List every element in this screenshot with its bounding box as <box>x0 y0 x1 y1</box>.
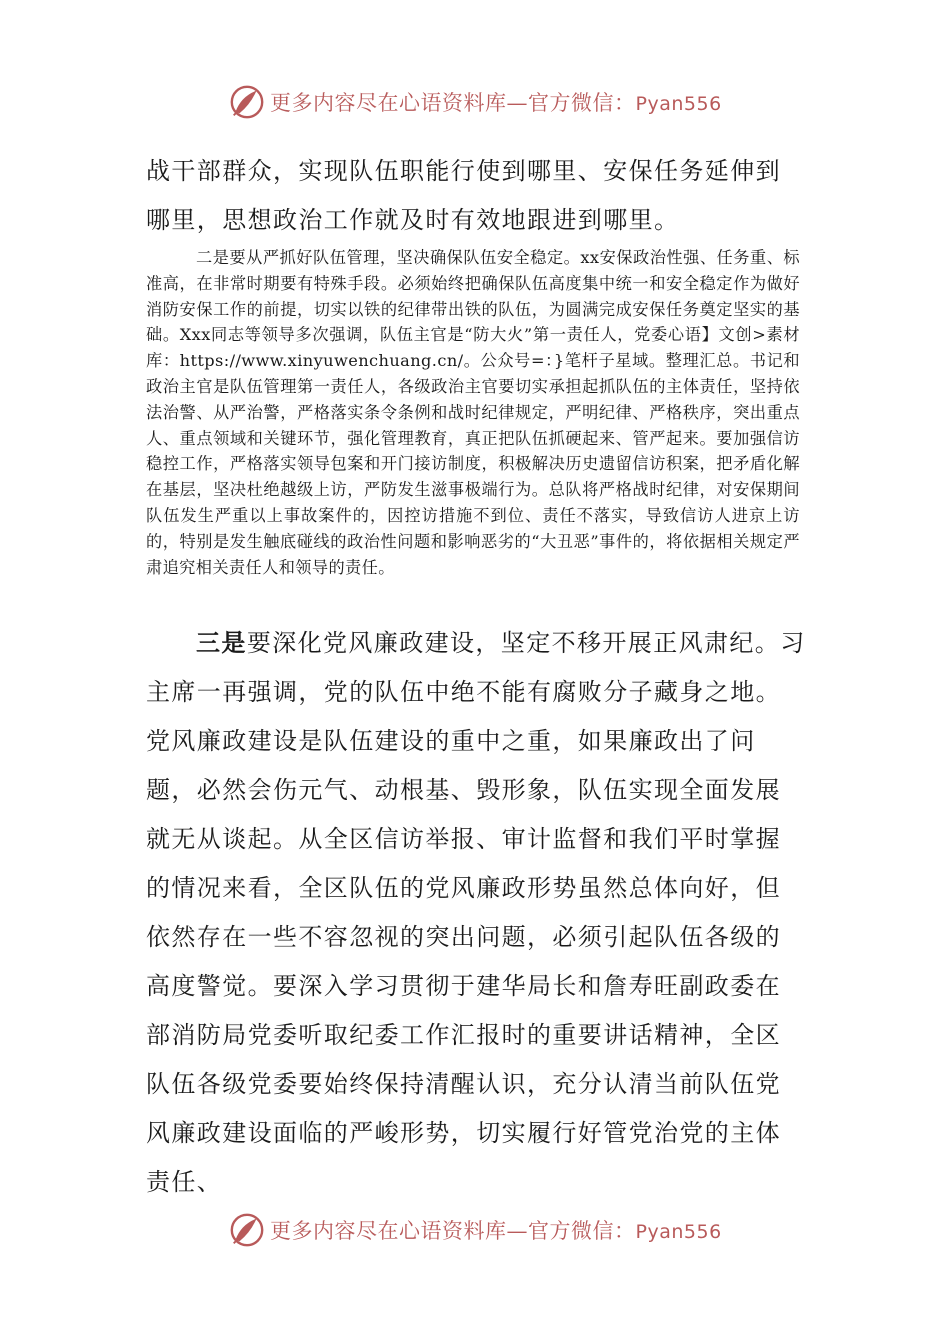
watermark-text <box>270 1215 722 1245</box>
watermark-banner-bottom <box>228 1210 748 1250</box>
watermark-handle: Pyan556 <box>635 93 722 115</box>
paragraph-2: 二是要从严抓好队伍管理，坚决确保队伍安全稳定。xx安保政治性强、任务重、标准高，在非常时期要有特殊手段。必须始终把确保队伍高度集中统一和安全稳定作为做好消防安保工作的前提，切实以铁的纪律带出铁的队伍，为圆满完成安保任务奠定坚实的基础。Xxx同志等领导多次强调，队伍主官是“防大火”第一责任人，党委心语】文创>素材库：https://www.xinyuwenchuang.cn/。公众号=：}笔杆子星域。整理汇总。书记和政治主官是队伍管理第一责任人，各级政治主官要切实承担起抓队伍的主体责任，坚持依法治警、从严治警，严格落实条令条例和战时纪律规定，严明纪律、严格秩序，突出重点人、重点领域和关键环节，强化管理教育，真正把队伍抓硬起来、管严起来。要加强信访稳控工作，严格落实领导包案和开门接访制度，积极解决历史遗留信访积案，把矛盾化解在基层，坚决杜绝越级上访，严防发生滋事极端行为。总队将严格战时纪律，对安保期间队伍发生严重以上事故案件的，因控访措施不到位、责任不落实，导致信访人进京上访的，特别是发生触底碰线的政治性问题和影响恶劣的“大丑恶”事件的，将依据相关规定严肃追究相关责任人和领导的责任。 <box>146 248 800 577</box>
watermark-text-cn: 更多内容尽在心语资料库—官方微信： <box>270 91 636 115</box>
watermark-text-cn: 更多内容尽在心语资料库—官方微信： <box>270 1219 636 1243</box>
pen-logo-icon <box>228 1211 266 1249</box>
paragraph-3-body: 要深化党风廉政建设，坚定不移开展正风肃纪。习主席一再强调，党的队伍中绝不能有腐败分子藏身之地。党风廉政建设是队伍建设的重中之重，如果廉政出了问题，必然会伤元气、动根基、毁形象，队伍实现全面发展就无从谈起。从全区信访举报、审计监督和我们平时掌握的情况来看，全区队伍的党风廉政形势虽然总体向好，但依然存在一些不容忽视的突出问题，必须引起队伍各级的高度警觉。要深入学习贯彻于建华局长和詹寿旺副政委在部消防局党委听取纪委工作汇报时的重要讲话精神，全区队伍各级党委要始终保持清醒认识，充分认清当前队伍党风廉政建设面临的严峻形势，切实履行好管党治党的主体责任、 <box>146 629 806 1196</box>
watermark-banner-top <box>228 82 748 122</box>
paragraph-1: 战干部群众，实现队伍职能行使到哪里、安保任务延伸到哪里，思想政治工作就及时有效地跟进到哪里。 <box>146 157 781 234</box>
paragraph-3-lead: 三是 <box>196 628 247 657</box>
watermark-text <box>270 87 722 117</box>
pen-logo-icon <box>228 83 266 121</box>
watermark-handle: Pyan556 <box>635 1221 722 1243</box>
paragraph-3 <box>146 618 806 1207</box>
